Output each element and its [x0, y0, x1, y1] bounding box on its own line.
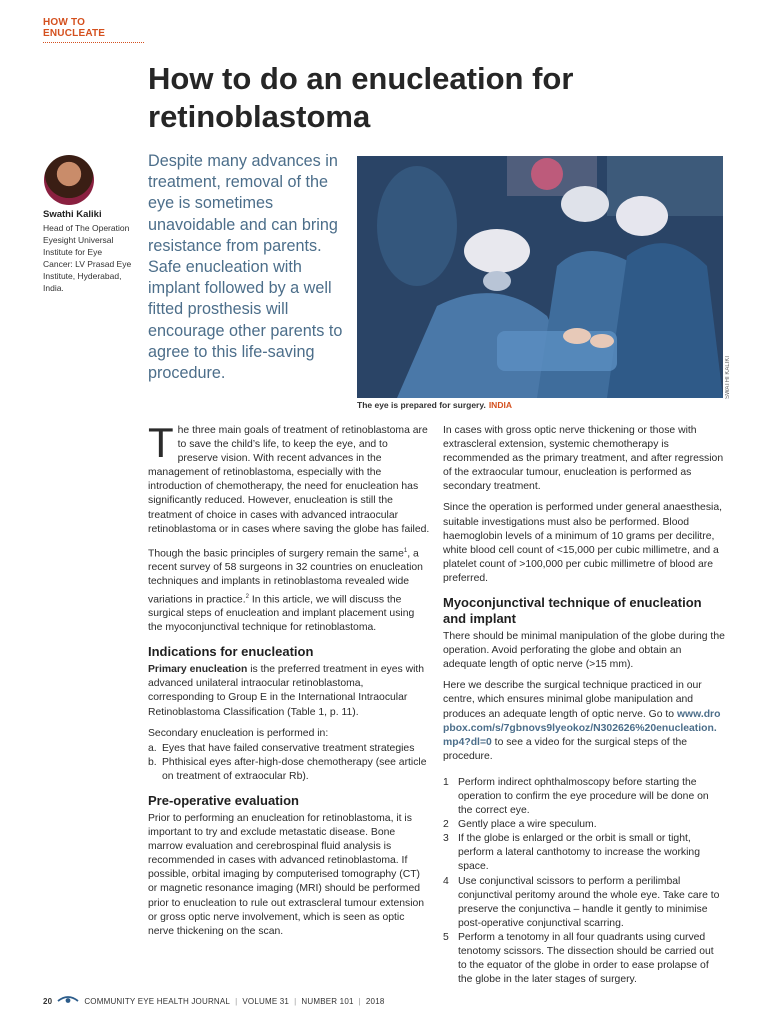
list-text: Phthisical eyes after-high-dose chemotherapy (see article on treatment of extraocular Rb).	[162, 756, 427, 782]
author-box	[43, 155, 133, 294]
principles-text-a: Though the basic principles of surgery remain the same	[148, 548, 404, 560]
primary-paragraph	[148, 663, 430, 719]
caption-country: INDIA	[488, 400, 512, 410]
list-item	[148, 756, 430, 784]
step-number: 2	[443, 819, 449, 831]
author-role: Head of The Operation Eyesight Universal Institute for Eye Cancer: LV Prasad Eye Institute, Hyderabad, India.	[43, 223, 132, 293]
video-text-a: Here we describe the surgical technique practiced in our centre, which ensures minimal globe manipulation and produces an adequate length of optic nerve. Go to	[443, 680, 702, 720]
heading-indications: Indications for enucleation	[148, 644, 314, 660]
intro-paragraph	[148, 419, 430, 537]
principles-paragraph	[148, 544, 430, 636]
ref-2: 2	[245, 593, 249, 600]
step-text: Perform indirect ophthalmoscopy before starting the operation to confirm the eye procedure will be done on the correct eye.	[458, 776, 709, 817]
eye-logo-icon	[57, 995, 79, 1007]
journal-volume: VOLUME 31	[242, 996, 290, 1006]
secondary-list	[148, 742, 430, 784]
photo-credit: SWATHI KALIKI	[725, 356, 731, 400]
principles-text-c: In this article, we will discuss the surgical steps of enucleation and implant placement using the myoconjunctival technique for retinoblastoma.	[148, 593, 415, 634]
step-item	[443, 776, 725, 818]
step-text: Perform a tenotomy in all four quadrants using curved tenotomy scissors. The dissection should be carried out to the equator of the globe in order to ease prolapse of the globe in the later stages of surgery.	[458, 931, 714, 986]
author-avatar	[44, 155, 94, 205]
list-item	[148, 742, 430, 756]
list-marker: a.	[148, 742, 157, 754]
chemo-paragraph: In cases with gross optic nerve thickening or those with extrascleral extension, systemic chemotherapy is recommended as the primary treatment, and after regression of the extraocular tumour, enucleation is performed as secondary treatment.	[443, 425, 724, 493]
anaesthesia-paragraph: Since the operation is performed under general anaesthesia, suitable investigations must also be performed. Blood haemoglobin levels of a minimum of 10 grams per decilitre, white blood cell count of <15,000 per cubic millimetre, and a platelet count of >100,000 per cubic millimetre of blood are preferred.	[443, 502, 722, 584]
left-column	[148, 419, 430, 946]
drop-cap: T	[148, 419, 174, 466]
list-text: Eyes that have failed conservative treatment strategies	[162, 742, 415, 754]
footer-separator: |	[358, 996, 361, 1006]
step-number: 4	[443, 875, 449, 887]
primary-bold: Primary enucleation	[148, 664, 248, 676]
step-text: Use conjunctival scissors to perform a perilimbal conjunctival peritomy around the whole eye. Take care to preserve the conjunctiva – handle it gently to minimise post-operative conjunctival scarring.	[458, 875, 720, 929]
journal-name: COMMUNITY EYE HEALTH JOURNAL	[84, 996, 231, 1006]
secondary-intro: Secondary enucleation is performed in:	[148, 727, 329, 739]
footer-separator: |	[235, 996, 238, 1006]
primary-text: is the preferred treatment in eyes with advanced unilateral intraocular retinoblastoma, corresponding to Group E in the International Intraocular Retinoblastoma Classification (Table 1, p. 11).	[148, 664, 425, 718]
footer-separator: |	[294, 996, 297, 1006]
preop-paragraph: Prior to performing an enucleation for retinoblastoma, it is important to try and exclude metastatic disease. Bone marrow evaluation and cerebrospinal fluid analysis is recommended in cases with advanced retinoblastoma. If possible, orbital imaging by computerised tomography (CT) or magnetic resonance imaging (MRI) should be performed prior to enucleation to rule out extrascleral tumour extension or gross optic nerve involvement, which is seen as optic nerve thickening on the scan.	[148, 813, 425, 937]
step-number: 1	[443, 776, 449, 788]
right-column	[443, 424, 725, 994]
page-footer	[43, 995, 385, 1007]
section-tag: HOW TO ENUCLEATE	[43, 17, 144, 43]
steps-list	[443, 776, 725, 987]
journal-number: NUMBER 101	[301, 996, 354, 1006]
photo-caption	[357, 400, 512, 410]
step-number: 3	[443, 833, 449, 845]
lede-text: Despite many advances in treatment, removal of the eye is sometimes unavoidable and can bring resistance from parents. Safe enucleation with implant followed by a well fitted prosthesis will encourage other parents to agree to this life-saving procedure.	[148, 152, 343, 383]
page-number: 20	[43, 996, 53, 1006]
video-text-b: to see a video for the surgical steps of the procedure.	[443, 736, 688, 762]
ref-1: 1	[403, 547, 408, 554]
caption-text: The eye is prepared for surgery.	[357, 400, 486, 410]
step-item	[443, 818, 725, 832]
step-text: Gently place a wire speculum.	[458, 819, 597, 831]
step-number: 5	[443, 931, 449, 943]
journal-year: 2018	[365, 996, 385, 1006]
step-item	[443, 832, 725, 874]
intro-text: he three main goals of treatment of retinoblastoma are to save the child’s life, to keep the eye, and to preserve vision. With recent advances in the management of retinoblastoma, especially with the introduction of chemotherapy, the need for enucleation has significantly reduced. However, enucleation is still the treatment of choice in cases with advanced intraocular retinoblastoma or in cases where saving the globe has failed.	[148, 425, 430, 535]
principles-text-b: , a recent survey of 58 surgeons in 32 countries on enucleation techniques and implants in retinoblastoma revealed wide variations in practice.	[148, 548, 423, 605]
step-item	[443, 931, 725, 987]
video-link[interactable]: www.dropbox.com/s/7gbnovs9lyeokoz/N302626%20enucleation.mp4?dl=0	[443, 708, 721, 748]
video-paragraph	[443, 679, 725, 764]
author-name: Swathi Kaliki	[43, 209, 102, 220]
manipulation-paragraph: There should be minimal manipulation of the globe during the operation. Avoid perforating the globe and obtain an adequate length of optic nerve (>15 mm).	[443, 631, 725, 671]
step-text: If the globe is enlarged or the orbit is small or tight, perform a lateral canthotomy to increase the working space.	[458, 833, 700, 873]
step-item	[443, 875, 725, 931]
surgery-photo	[357, 156, 723, 398]
heading-myoconjunctival: Myoconjunctival technique of enucleation and implant	[443, 595, 702, 627]
list-marker: b.	[148, 756, 157, 768]
article-title: How to do an enucleation for retinoblastoma	[148, 61, 574, 134]
heading-preop: Pre-operative evaluation	[148, 793, 299, 808]
